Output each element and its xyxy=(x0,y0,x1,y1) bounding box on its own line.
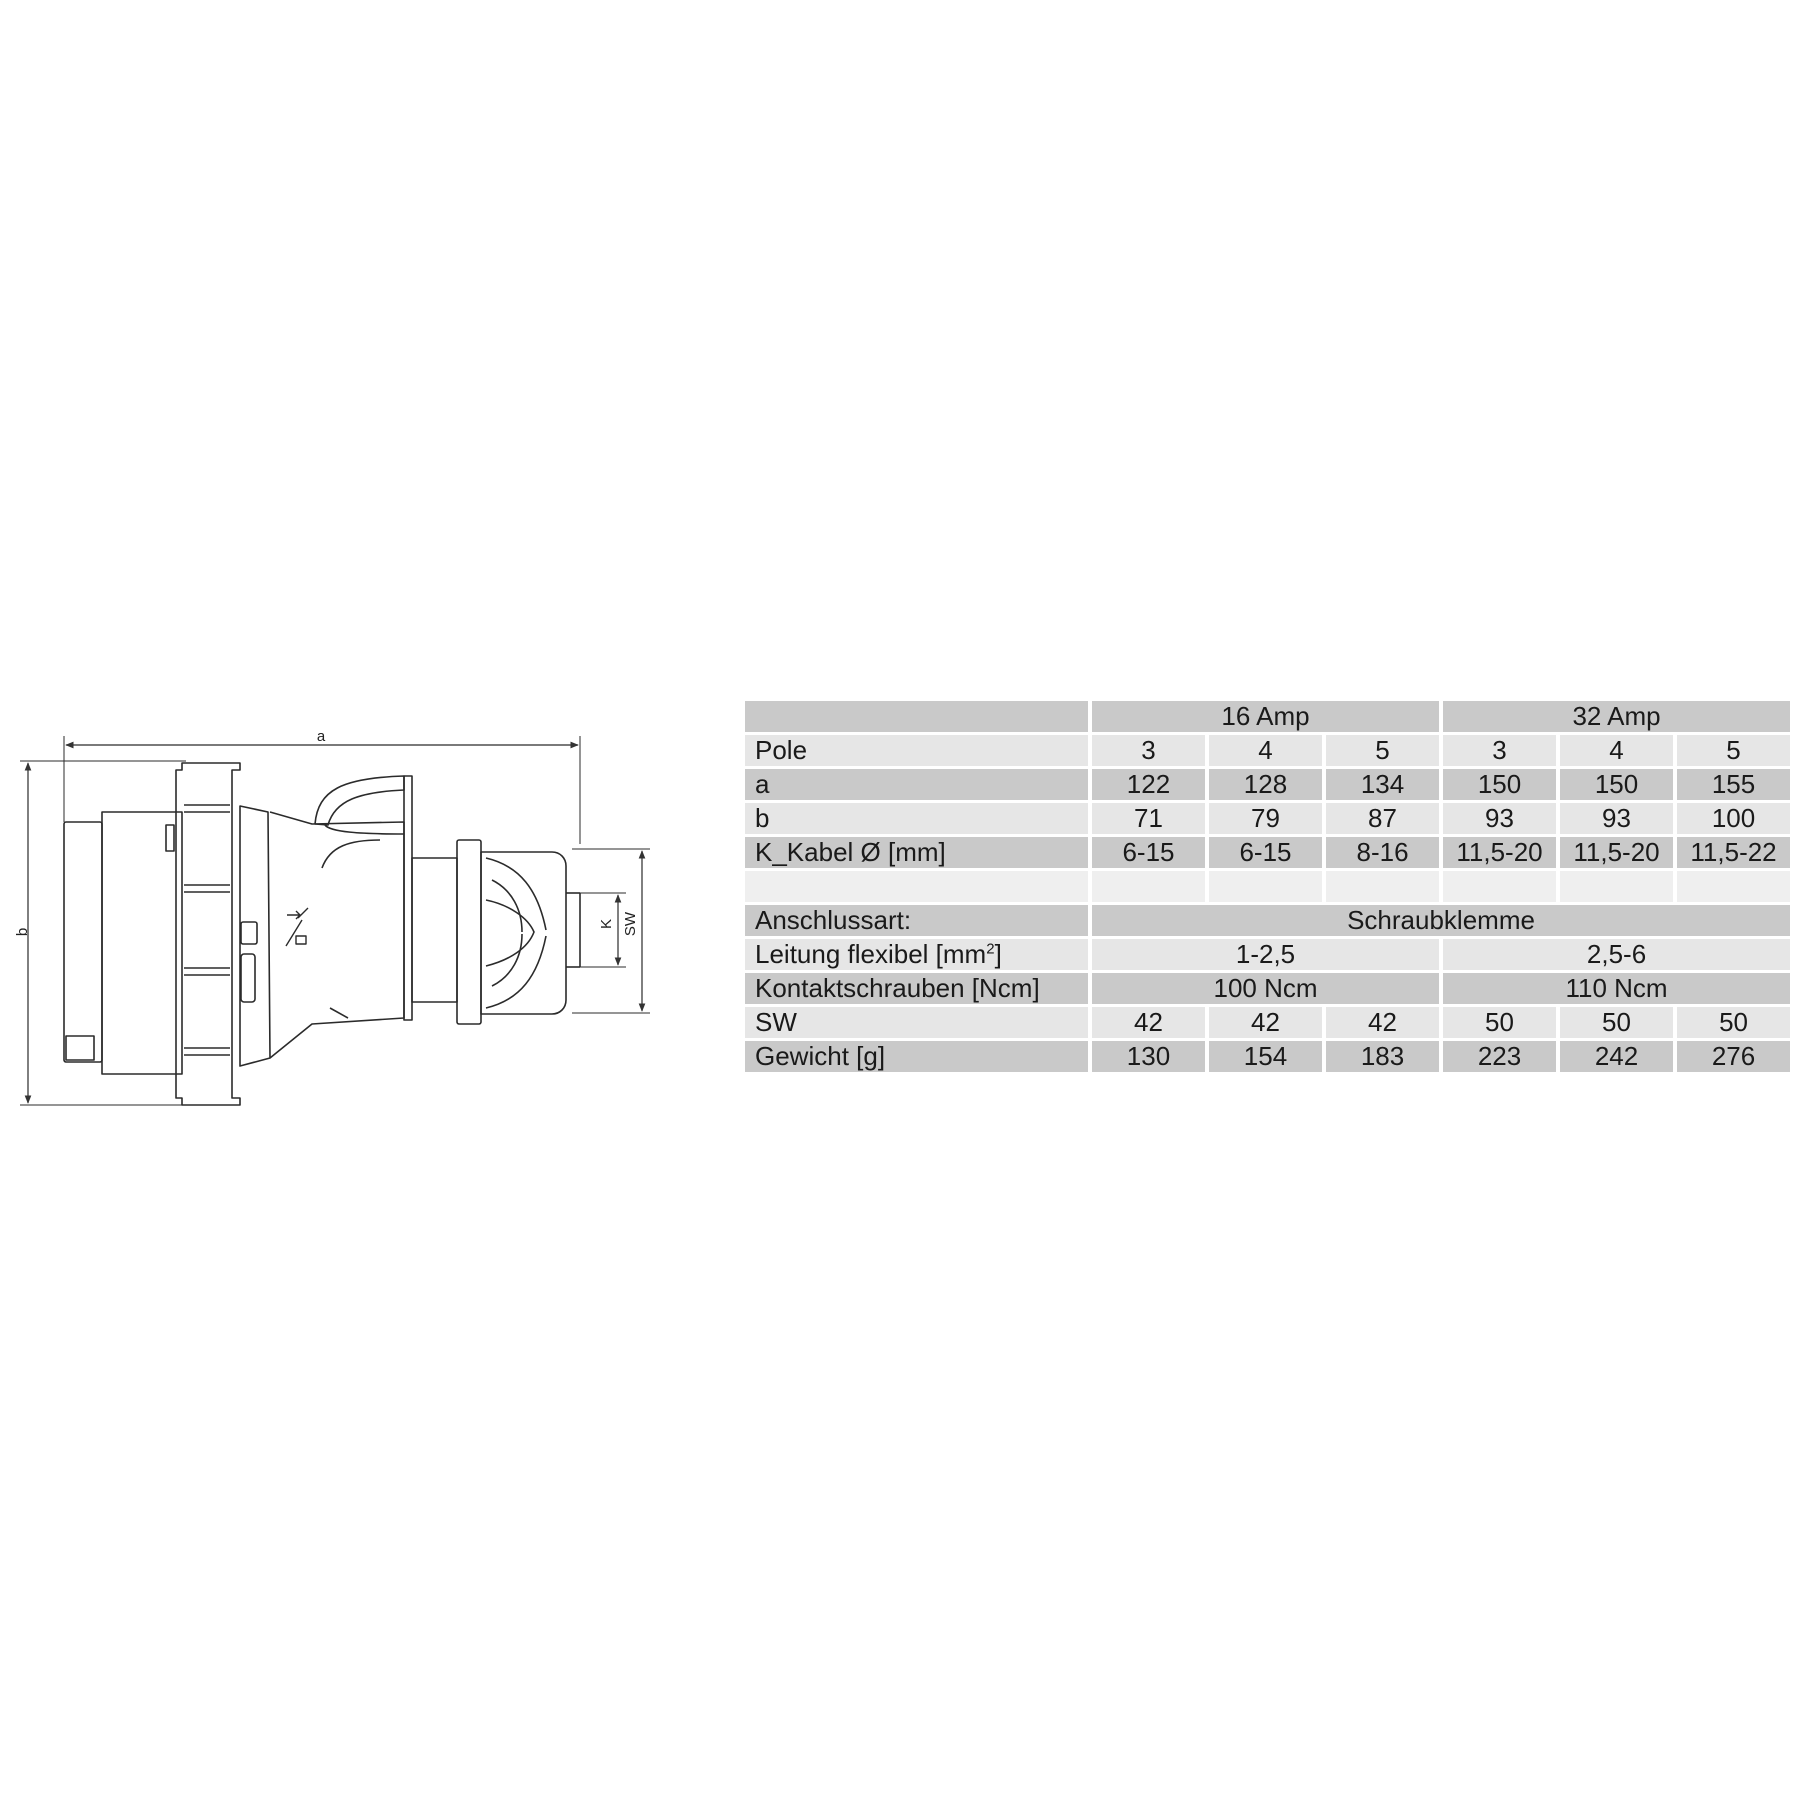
cell-b: 79 xyxy=(1209,803,1322,834)
label-b: b xyxy=(745,803,1088,834)
cell-k-kabel: 11,5-20 xyxy=(1443,837,1556,868)
label-k-kabel: K_Kabel Ø [mm] xyxy=(745,837,1088,868)
cell-sw: 50 xyxy=(1677,1007,1790,1038)
cell-gewicht: 276 xyxy=(1677,1041,1790,1072)
cell-anschlussart: Schraubklemme xyxy=(1092,905,1790,936)
cell-pole: 5 xyxy=(1677,735,1790,766)
gland-fin xyxy=(486,858,546,930)
lid xyxy=(315,776,404,825)
body-curve xyxy=(322,840,380,868)
dim-label-k: K xyxy=(598,918,615,930)
header-row xyxy=(745,701,1790,732)
spacer-cell xyxy=(745,871,1088,902)
cell-sw: 42 xyxy=(1326,1007,1439,1038)
dim-label-b: b xyxy=(14,927,31,937)
sealing-plate xyxy=(404,776,412,1020)
cell-b: 93 xyxy=(1443,803,1556,834)
cell-gewicht: 223 xyxy=(1443,1041,1556,1072)
spacer-cell xyxy=(1560,871,1673,902)
spacer-cell xyxy=(1209,871,1322,902)
gland-body xyxy=(481,852,566,1014)
gland-fin xyxy=(486,900,534,966)
cell-a: 150 xyxy=(1560,769,1673,800)
neck xyxy=(412,858,457,1002)
cell-pole: 3 xyxy=(1443,735,1556,766)
cell-kontaktschrauben-32: 110 Ncm xyxy=(1443,973,1790,1004)
spacer-cell xyxy=(1677,871,1790,902)
cell-a: 150 xyxy=(1443,769,1556,800)
rear-cap-foot xyxy=(66,1036,94,1060)
cell-k-kabel: 8-16 xyxy=(1326,837,1439,868)
dim-label-sw: SW xyxy=(622,911,639,937)
screwdriver-icon xyxy=(286,908,308,946)
cell-leitung-32: 2,5-6 xyxy=(1443,939,1790,970)
coupling-ring xyxy=(176,763,240,1105)
cell-gewicht: 183 xyxy=(1326,1041,1439,1072)
cell-k-kabel: 11,5-22 xyxy=(1677,837,1790,868)
spacer-cell xyxy=(1092,871,1205,902)
row-pole xyxy=(745,735,1790,766)
cell-sw: 42 xyxy=(1092,1007,1205,1038)
cell-b: 87 xyxy=(1326,803,1439,834)
cell-k-kabel: 11,5-20 xyxy=(1560,837,1673,868)
row-sw xyxy=(745,1007,1790,1038)
cell-b: 93 xyxy=(1560,803,1673,834)
cell-pole: 5 xyxy=(1326,735,1439,766)
cell-a: 122 xyxy=(1092,769,1205,800)
label-leitung-prefix: Leitung flexibel [mm xyxy=(755,939,987,969)
cell-b: 100 xyxy=(1677,803,1790,834)
spacer-cell xyxy=(1443,871,1556,902)
cell-gewicht: 154 xyxy=(1209,1041,1322,1072)
gland-fin xyxy=(492,934,522,986)
dim-label-a: a xyxy=(316,728,326,745)
body-shoulder xyxy=(325,825,404,834)
cell-a: 134 xyxy=(1326,769,1439,800)
cell-kontaktschrauben-16: 100 Ncm xyxy=(1092,973,1439,1004)
cell-pole: 4 xyxy=(1209,735,1322,766)
label-leitung-sup: 2 xyxy=(986,940,995,958)
label-leitung xyxy=(745,939,1088,970)
body-flange xyxy=(240,806,270,1066)
label-kontaktschrauben: Kontaktschrauben [Ncm] xyxy=(745,973,1088,1004)
specification-table xyxy=(741,698,1794,1075)
cell-pole: 3 xyxy=(1092,735,1205,766)
body-curve-lower xyxy=(330,1008,348,1018)
cell-a: 128 xyxy=(1209,769,1322,800)
label-pole: Pole xyxy=(745,735,1088,766)
cell-a: 155 xyxy=(1677,769,1790,800)
gland-fin xyxy=(486,936,546,1008)
indicator-slot xyxy=(241,954,255,1002)
row-b xyxy=(745,803,1790,834)
label-leitung-suffix: ] xyxy=(994,939,1002,969)
row-gewicht xyxy=(745,1041,1790,1072)
header-empty-cell xyxy=(745,701,1088,732)
row-anschlussart xyxy=(745,905,1790,936)
row-spacer xyxy=(745,871,1790,902)
label-anschlussart: Anschlussart: xyxy=(745,905,1088,936)
cell-leitung-16: 1-2,5 xyxy=(1092,939,1439,970)
row-leitung xyxy=(745,939,1790,970)
gland-nut xyxy=(457,840,481,1024)
cell-sw: 50 xyxy=(1560,1007,1673,1038)
row-kontaktschrauben xyxy=(745,973,1790,1004)
gland-fin xyxy=(492,880,522,932)
arrow-icon xyxy=(287,911,300,919)
label-a: a xyxy=(745,769,1088,800)
cell-pole: 4 xyxy=(1560,735,1673,766)
cell-sw: 42 xyxy=(1209,1007,1322,1038)
cell-b: 71 xyxy=(1092,803,1205,834)
group-16-amp: 16 Amp xyxy=(1092,701,1439,732)
cell-k-kabel: 6-15 xyxy=(1092,837,1205,868)
row-k-kabel xyxy=(745,837,1790,868)
group-32-amp: 32 Amp xyxy=(1443,701,1790,732)
label-sw: SW xyxy=(745,1007,1088,1038)
cell-gewicht: 130 xyxy=(1092,1041,1205,1072)
cell-gewicht: 242 xyxy=(1560,1041,1673,1072)
spacer-cell xyxy=(1326,871,1439,902)
cell-sw: 50 xyxy=(1443,1007,1556,1038)
label-gewicht: Gewicht [g] xyxy=(745,1041,1088,1072)
rear-cap xyxy=(64,822,102,1062)
cell-k-kabel: 6-15 xyxy=(1209,837,1322,868)
ring-text-marker xyxy=(166,825,174,851)
indicator-window xyxy=(241,922,257,944)
row-a xyxy=(745,769,1790,800)
